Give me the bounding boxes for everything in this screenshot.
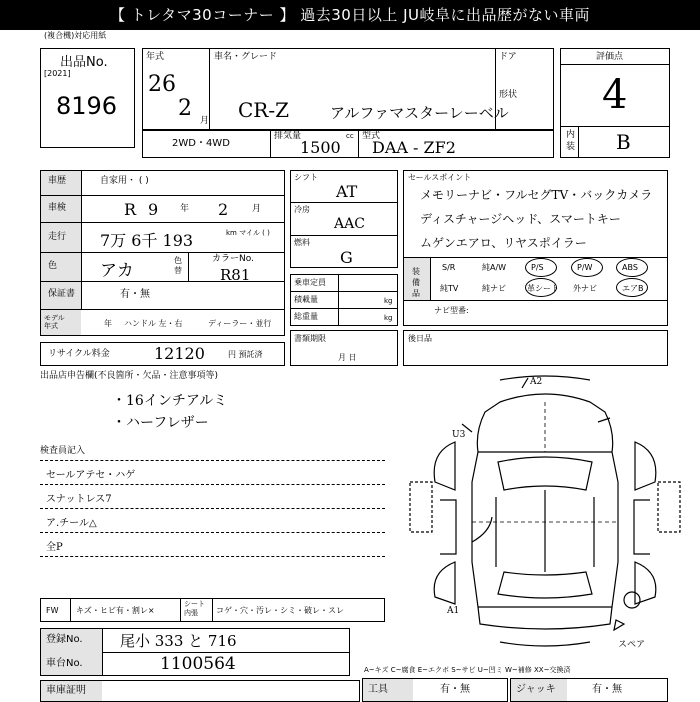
tools-label: 工具 — [368, 684, 388, 695]
year-label: 年式 — [146, 52, 165, 62]
displacement-label: 排気量 — [274, 131, 302, 141]
jack-label: ジャッキ — [516, 684, 556, 695]
shape-label: 形状 — [499, 90, 518, 100]
drive-label: 2WD・4WD — [172, 138, 230, 149]
fuel-value: G — [340, 248, 353, 267]
score-value: 4 — [602, 72, 628, 118]
mileage-label: 走行 — [48, 232, 67, 242]
lot-number: 8196 — [56, 92, 118, 120]
model-value: DAA - ZF2 — [372, 138, 456, 157]
inspector-line-1: セールアテセ・ハゲ — [46, 470, 136, 481]
warranty-label: 保証書 — [48, 289, 76, 299]
post-label: 後日品 — [408, 334, 432, 343]
history-label: 車歴 — [48, 176, 67, 186]
sales-label: セールスポイント — [408, 173, 472, 182]
shift-value: AT — [336, 182, 358, 201]
inspection-era: R — [124, 200, 137, 219]
equip-label: 装備品 — [412, 267, 420, 298]
mark-bottom: A1 — [447, 606, 460, 616]
equip-ext-navi: 外ナビ — [573, 284, 597, 293]
cc-unit: cc — [346, 132, 354, 140]
inspection-month-unit: 月 — [252, 204, 262, 214]
notes-line-2: ・ハーフレザー — [112, 415, 209, 431]
equip-ps: P/S — [531, 263, 544, 272]
fuel-label: 燃料 — [294, 238, 310, 247]
inspection-month: 2 — [218, 200, 229, 219]
equip-pw: P/W — [577, 263, 593, 272]
reg-label: 登録No. — [46, 634, 83, 645]
sales-line-3: ムゲンエアロ、リヤスポイラー — [420, 236, 587, 250]
inspection-year: 9 — [148, 200, 159, 219]
expiry-label: 書類期限 — [294, 334, 326, 343]
ac-label: 冷房 — [294, 205, 310, 214]
handle-label: ハンドル 左・右 — [124, 319, 183, 328]
recycle-value: 12120 — [154, 344, 205, 363]
legend: A~キズ C~腐食 E~エクボ S~サビ U~凹ミ W~補修 XX~交換済 — [364, 666, 571, 674]
mark-top: A2 — [530, 377, 543, 387]
inspector-line-3: ア.チール△ — [46, 518, 97, 529]
name-label: 車名・グレード — [214, 52, 278, 62]
month-unit: 月 — [200, 116, 210, 126]
displacement-value: 1500 — [300, 138, 341, 157]
seat-label: シート内張 — [184, 600, 205, 617]
model-label: 型式 — [362, 131, 381, 141]
recycle-unit: 円 預託済 — [228, 350, 263, 359]
color-no-value: R81 — [220, 266, 251, 284]
fw-label: FW — [46, 606, 59, 615]
model-change-value: 年 — [104, 319, 112, 328]
year-stamp: [2021] — [44, 69, 71, 78]
chassis-label: 車台No. — [46, 658, 83, 669]
post-box — [403, 330, 668, 366]
car-name: CR-Z — [238, 98, 290, 122]
seat-items: コゲ・穴・汚レ・シミ・破レ・スレ — [216, 606, 344, 615]
lot-label: 出品No. — [60, 55, 108, 70]
capacity-label: 乗車定員 — [294, 278, 326, 287]
month-value: 2 — [178, 96, 192, 121]
color-value: アカ — [100, 261, 134, 281]
fw-items: キズ・ヒビ有・割レ× — [76, 606, 155, 615]
dealer-label: ディーラー・並行 — [208, 319, 272, 328]
inspector-line-2: スナットレス7 — [46, 494, 112, 505]
cert-label: 車庫証明 — [46, 685, 86, 696]
navi-label: ナビ型番: — [434, 306, 469, 315]
score-label: 評価点 — [596, 52, 624, 62]
notes-label: 出品店申告欄(不良箇所・欠品・注意事項等) — [40, 371, 219, 381]
tools-value: 有・無 — [440, 684, 470, 695]
inspector-label: 検査員記入 — [40, 446, 86, 456]
inspection-year-unit: 年 — [180, 204, 190, 214]
spare-label: スペア — [618, 640, 646, 650]
door-label: ドア — [499, 52, 517, 62]
interior-value: B — [616, 130, 631, 154]
inspector-line-4: 全P — [46, 542, 63, 553]
jack-value: 有・無 — [592, 684, 622, 695]
warranty-value: 有・無 — [120, 289, 150, 300]
history-value: 自家用・ ( ) — [100, 176, 149, 186]
equip-tv: 純TV — [440, 284, 459, 293]
notes-line-1: ・16インチアルミ — [112, 393, 228, 409]
equip-airbag: エアB — [622, 284, 644, 293]
mileage-unit: km マイル ( ) — [226, 229, 270, 237]
equip-sr: S/R — [442, 263, 456, 272]
expiry-unit: 月 日 — [338, 353, 357, 362]
sales-line-2: ディスチャージヘッド、スマートキー — [420, 212, 621, 226]
load-kg: kg — [384, 297, 393, 305]
model-change-label: モデル年式 — [44, 314, 65, 330]
year-value: 26 — [148, 72, 176, 97]
color-no-label: カラーNo. — [212, 254, 254, 264]
chassis-value: 1100564 — [160, 654, 236, 674]
reg-value: 尾小 333 と 716 — [120, 632, 237, 650]
sales-line-1: メモリーナビ・フルセグTV・バックカメラ — [420, 188, 653, 202]
mark-left: U3 — [452, 430, 466, 440]
equip-navi: 純ナビ — [482, 284, 506, 293]
shift-label: シフト — [294, 173, 318, 182]
gross-kg: kg — [384, 314, 393, 322]
mileage-value: 7万 6千 193 — [100, 231, 194, 250]
grade: アルファマスターレーベル — [330, 104, 509, 122]
equip-abs: ABS — [622, 263, 638, 272]
interior-label: 内装 — [566, 130, 576, 152]
gross-label: 総重量 — [294, 312, 318, 321]
inspection-label: 車検 — [48, 203, 67, 213]
ac-value: AAC — [334, 216, 365, 232]
banner: 【 トレタマ30コーナー 】 過去30日以上 JU岐阜に出品歴がない車両 — [0, 0, 700, 30]
recycle-label: リサイクル料金 — [48, 349, 110, 359]
equip-alloy: 純A/W — [482, 263, 507, 272]
cert-note: (複合機)対応用紙 — [44, 31, 107, 40]
color-change: 色替 — [174, 256, 182, 275]
color-label: 色 — [48, 261, 58, 271]
load-label: 積載量 — [294, 295, 318, 304]
car-diagram — [400, 372, 690, 652]
equip-leather: 革シート — [527, 284, 559, 293]
